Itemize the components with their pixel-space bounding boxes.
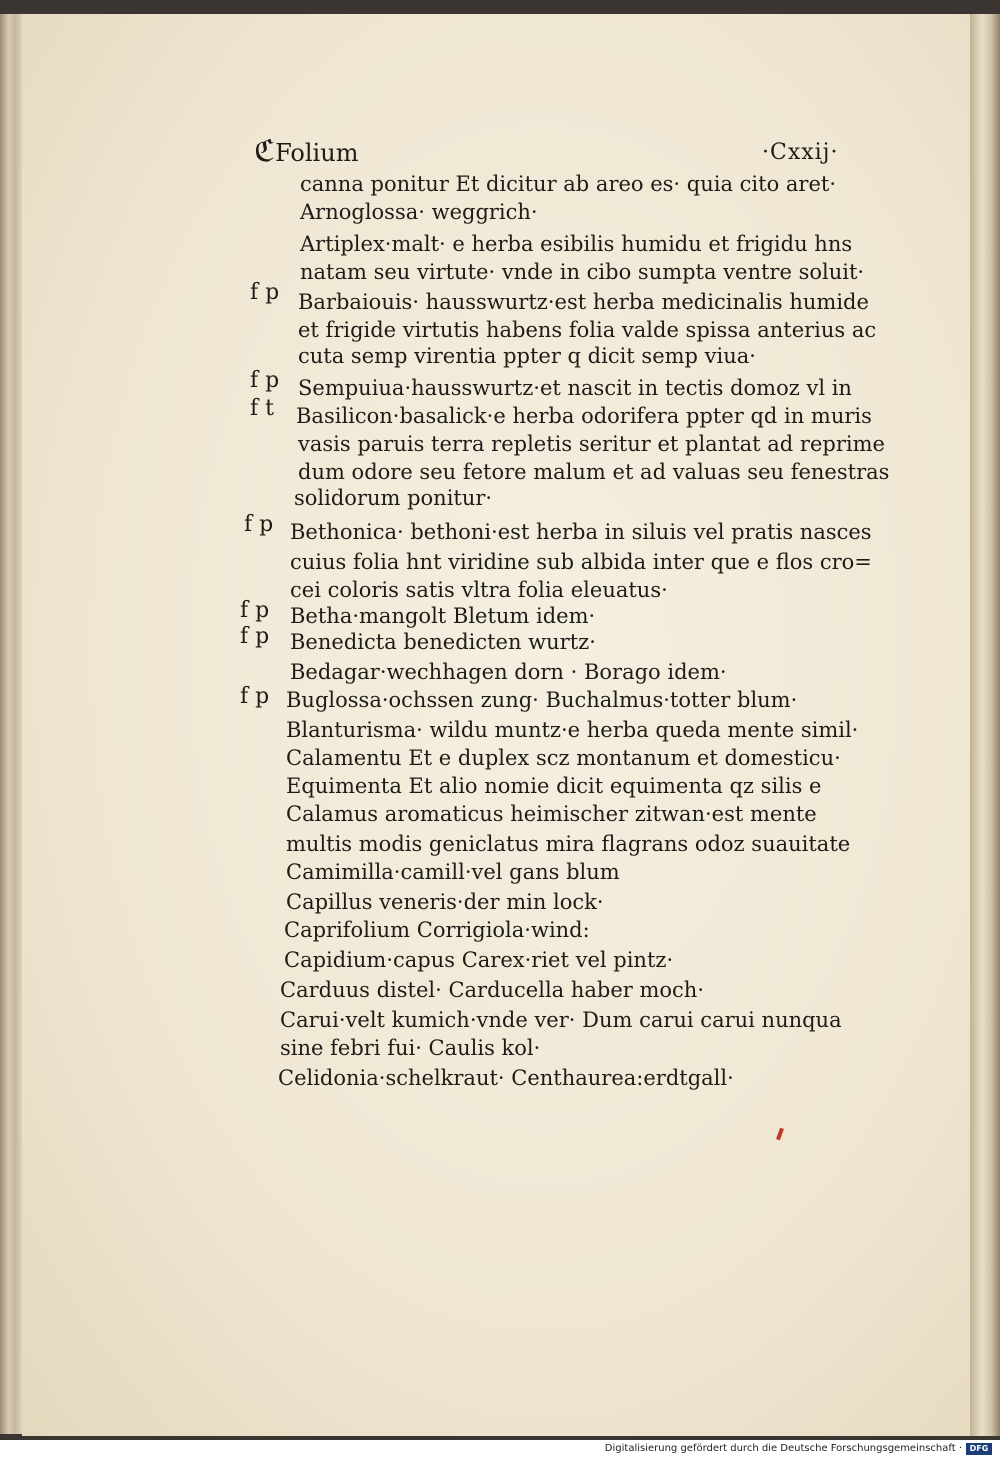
header-title: Folium [275,139,359,167]
folio-number [762,140,839,165]
text-line: dum odore seu fetore malum et ad valuas seu fenestras [298,460,890,484]
margin-note: f p [244,512,274,537]
text-line: multis modis geniclatus mira flagrans odoz suauitate [286,832,851,856]
text-line: cuius folia hnt viridine sub albida inter que e flos cro= [290,550,872,574]
text-line: Celidonia·schelkraut· Centhaurea:erdtgall· [278,1066,734,1090]
text-line: Caprifolium Corrigiola·wind: [284,918,590,942]
text-line: Calamus aromaticus heimischer zitwan·est mente [286,802,817,826]
text-line: Basilicon·basalick·e herba odorifera ppter qd in muris [296,404,872,428]
text-line: canna ponitur Et dicitur ab areo es· quia cito aret· [300,172,837,196]
text-line: cei coloris satis vltra folia eleuatus· [290,578,668,602]
text-line: Carui·velt kumich·vnde ver· Dum carui carui nunqua [280,1008,842,1032]
text-line: Blanturisma· wildu muntz·e herba queda mente simil· [286,718,859,742]
margin-note: f p [240,684,270,709]
digitization-footer [0,1440,1000,1458]
text-line: sine febri fui· Caulis kol· [280,1036,541,1060]
footer-credit: Digitalisierung gefördert durch die Deutsche Forschungsgemeinschaft · [604,1443,962,1454]
text-line: Bedagar·wechhagen dorn · Borago idem· [290,660,727,684]
text-line: Bethonica· bethoni·est herba in siluis vel pratis nasces [290,520,872,544]
text-line: Artiplex·malt· e herba esibilis humidu et frigidu hns [300,232,853,256]
text-line: Calamentu Et e duplex scz montanum et domesticu· [286,746,841,770]
margin-note: f p [240,624,270,649]
text-line: Buglossa·ochssen zung· Buchalmus·totter blum· [286,688,798,712]
text-line: Barbaiouis· hausswurtz·est herba medicinalis humide [298,290,869,314]
folio-label: ·Cxxij· [762,140,839,165]
text-line: Betha·mangolt Bletum idem· [290,604,596,628]
text-line: Sempuiua·hausswurtz·et nascit in tectis domoz vl in [298,376,852,400]
dfg-logo-icon: DFG [966,1443,992,1455]
margin-note: f p [250,280,280,305]
text-line: cuta semp virentia ppter q dicit semp viua· [298,344,756,368]
running-header [254,134,358,169]
text-line: solidorum ponitur· [294,486,493,510]
text-line: vasis paruis terra repletis seritur et plantat ad reprime [298,432,885,456]
margin-note: f p [240,598,270,623]
margin-note: f t [250,396,274,421]
text-line: Equimenta Et alio nomie dicit equimenta qz silis e [286,774,822,798]
text-line: Carduus distel· Carducella haber moch· [280,978,704,1002]
margin-note: f p [250,368,280,393]
text-line: Capidium·capus Carex·riet vel pintz· [284,948,674,972]
text-line: Camimilla·camill·vel gans blum [286,860,620,884]
text-line: natam seu virtute· vnde in cibo sumpta ventre soluit· [300,260,865,284]
text-line: et frigide virtutis habens folia valde spissa anterius ac [298,318,877,342]
text-line: Arnoglossa· weggrich· [300,200,538,224]
pilcrow-icon: ℭ [254,134,276,169]
text-line: Benedicta benedicten wurtz· [290,630,596,654]
text-line: Capillus veneris·der min lock· [286,890,604,914]
